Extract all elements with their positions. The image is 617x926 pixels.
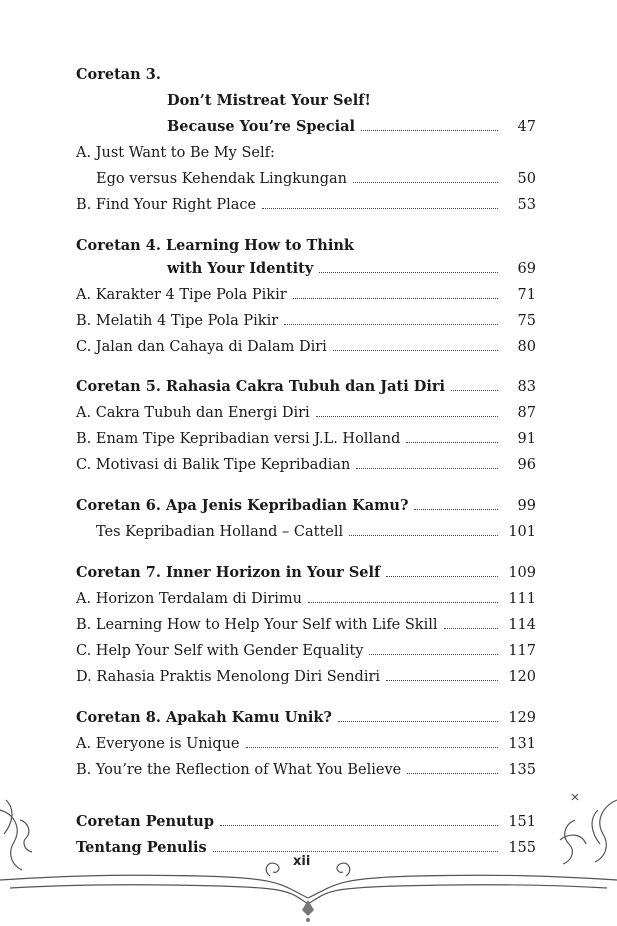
toc-entry-title: Coretan 7. Inner Horizon in Your Self (76, 564, 381, 581)
toc-entry-title: A. Karakter 4 Tipe Pola Pikir (76, 287, 287, 303)
toc-entry (76, 638, 536, 660)
toc-dot-leader (361, 130, 498, 131)
toc-entry-page: 83 (517, 379, 536, 395)
toc-entry-page: 120 (508, 669, 536, 685)
toc-entry (76, 256, 536, 278)
toc-dot-leader (284, 324, 498, 325)
toc-dot-leader (369, 654, 498, 655)
toc-entry (76, 166, 536, 188)
toc-entry-title: Ego versus Kehendak Lingkungan (96, 171, 347, 187)
toc-entry (76, 233, 536, 255)
toc-entry (76, 731, 536, 753)
toc-entry (76, 586, 536, 608)
toc-entry (76, 334, 536, 356)
toc-entry-title: C. Help Your Self with Gender Equality (76, 643, 364, 659)
toc-entry-title: Tes Kepribadian Holland – Cattell (96, 524, 344, 540)
toc-entry-page: 53 (517, 197, 536, 213)
toc-entry (76, 308, 536, 330)
toc-entry-page: 151 (508, 814, 536, 830)
toc-dot-leader (353, 182, 498, 183)
toc-entry (76, 757, 536, 779)
toc-entry-title: B. Enam Tipe Kepribadian versi J.L. Holland (76, 431, 401, 447)
toc-entry (76, 426, 536, 448)
toc-entry-page: 50 (517, 171, 536, 187)
toc-entry-title: Don’t Mistreat Your Self! (167, 92, 371, 109)
toc-entry-page: 75 (517, 313, 536, 329)
toc-entry-title: Coretan 4. Learning How to Think (76, 237, 354, 254)
toc-entry-title: B. Find Your Right Place (76, 197, 257, 213)
toc-entry-page: 114 (508, 617, 536, 633)
toc-entry-title: Coretan Penutup (76, 813, 214, 830)
toc-entry (76, 493, 536, 515)
page-number: xii (293, 854, 311, 869)
toc-entry-page: 155 (508, 840, 536, 856)
toc-entry (76, 664, 536, 686)
toc-entry-title: C. Motivasi di Balik Tipe Kepribadian (76, 457, 351, 473)
toc-entry-title: C. Jalan dan Cahaya di Dalam Diri (76, 339, 327, 355)
toc-dot-leader (319, 272, 498, 273)
toc-entry-page: 117 (508, 643, 536, 659)
toc-entry-title: Coretan 3. (76, 66, 161, 83)
toc-entry-title: Because You’re Special (167, 118, 356, 135)
toc-entry-page: 101 (508, 524, 536, 540)
toc-dot-leader (386, 680, 498, 681)
toc-entry-page: 135 (508, 762, 536, 778)
toc-entry-title: B. You’re the Reflection of What You Believe (76, 762, 402, 778)
toc-entry (76, 612, 536, 634)
toc-entry (76, 192, 536, 214)
toc-entry-title: Coretan 8. Apakah Kamu Unik? (76, 709, 332, 726)
toc-entry-title: Tentang Penulis (76, 839, 207, 856)
toc-entry-title: with Your Identity (167, 260, 314, 277)
toc-entry-page: 131 (508, 736, 536, 752)
toc-entry-page: 129 (508, 710, 536, 726)
toc-entry-page: 87 (517, 405, 536, 421)
toc-entry (76, 62, 536, 84)
toc-entry-page: 47 (517, 119, 536, 135)
floral-border-ornament-icon (0, 780, 617, 926)
toc-dot-leader (316, 416, 498, 417)
toc-dot-leader (262, 208, 498, 209)
toc-dot-leader (338, 721, 498, 722)
toc-dot-leader (308, 602, 498, 603)
toc-dot-leader (406, 442, 498, 443)
toc-entry-title: A. Just Want to Be My Self: (76, 145, 275, 161)
toc-entry-title: D. Rahasia Praktis Menolong Diri Sendiri (76, 669, 381, 685)
toc-entry (76, 705, 536, 727)
toc-entry (76, 560, 536, 582)
toc-dot-leader (444, 628, 498, 629)
toc-dot-leader (414, 509, 498, 510)
toc-entry-page: 71 (517, 287, 536, 303)
toc-entry (76, 400, 536, 422)
toc-entry-page: 91 (517, 431, 536, 447)
toc-entry (76, 114, 536, 136)
toc-entry-page: 111 (508, 591, 536, 607)
toc-entry (76, 282, 536, 304)
toc-entry-page: 80 (517, 339, 536, 355)
toc-dot-leader (349, 535, 498, 536)
toc-dot-leader (246, 747, 498, 748)
toc-entry-title: Coretan 6. Apa Jenis Kepribadian Kamu? (76, 497, 409, 514)
toc-entry-title: Coretan 5. Rahasia Cakra Tubuh dan Jati Diri (76, 378, 445, 395)
toc-entry (76, 519, 536, 541)
toc-entry (76, 140, 536, 162)
toc-entry-page: 96 (517, 457, 536, 473)
toc-entry (76, 452, 536, 474)
toc-entry-title: A. Cakra Tubuh dan Energi Diri (76, 405, 310, 421)
toc-entry (76, 374, 536, 396)
toc-entry-title: B. Learning How to Help Your Self with Life Skill (76, 617, 438, 633)
toc-dot-leader (356, 468, 498, 469)
toc-entry-page: 109 (508, 565, 536, 581)
toc-entry (76, 88, 536, 110)
toc-entry-page: 99 (517, 498, 536, 514)
toc-dot-leader (293, 298, 498, 299)
toc-entry-title: B. Melatih 4 Tipe Pola Pikir (76, 313, 279, 329)
toc-entry-title: A. Everyone is Unique (76, 736, 240, 752)
toc-entry-title: A. Horizon Terdalam di Dirimu (76, 591, 303, 607)
toc-dot-leader (333, 350, 498, 351)
toc-dot-leader (407, 773, 498, 774)
toc-dot-leader (386, 576, 498, 577)
toc-dot-leader (451, 390, 498, 391)
toc-entry-page: 69 (517, 261, 536, 277)
